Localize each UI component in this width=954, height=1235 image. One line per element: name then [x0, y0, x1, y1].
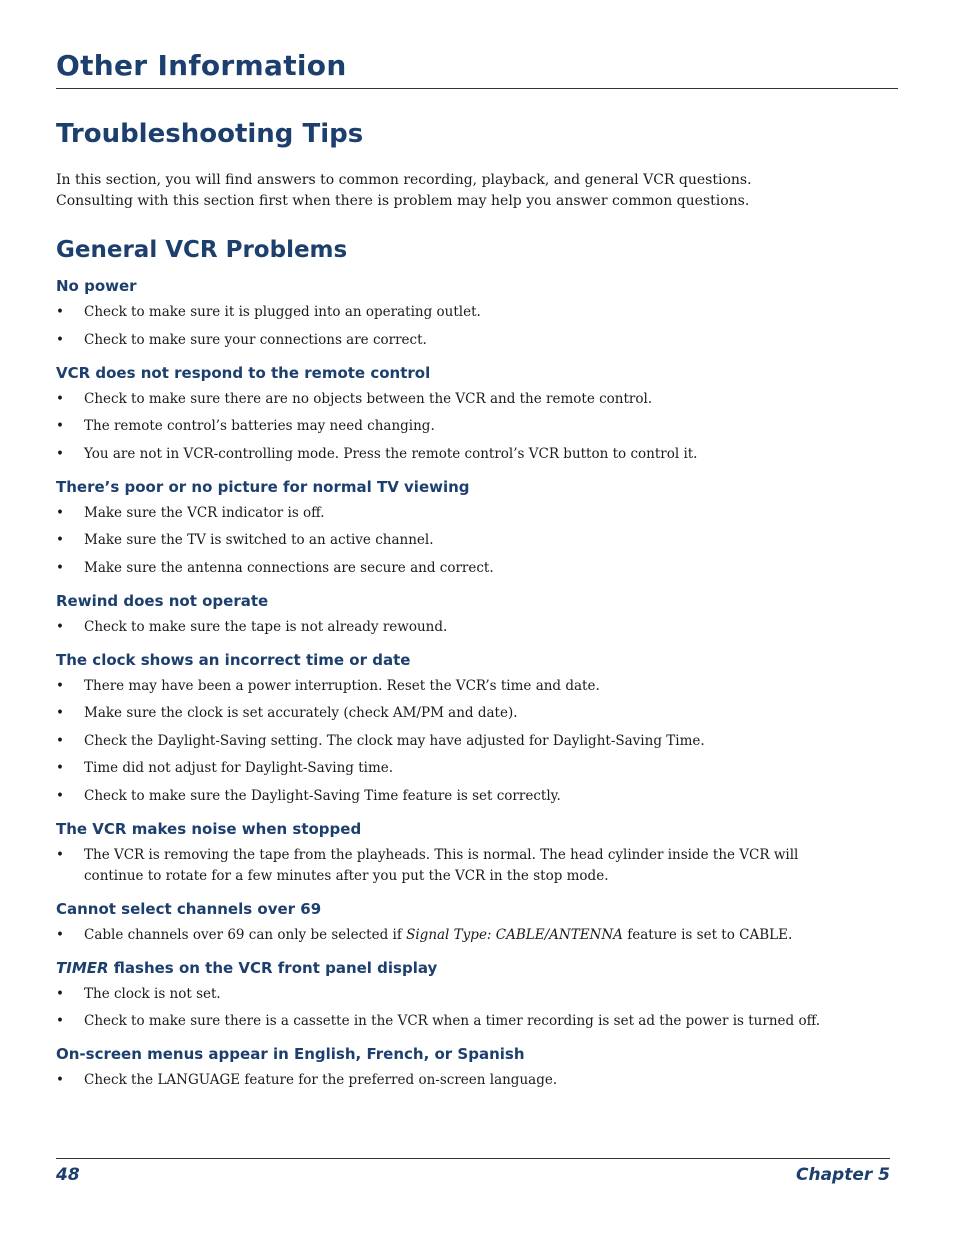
section-title: Other Information [56, 49, 347, 82]
bullet-icon: • [56, 618, 64, 635]
bullet-icon: • [56, 760, 64, 776]
bullet-icon: • [56, 926, 64, 943]
chapter-label: Chapter 5 [795, 1165, 890, 1185]
list-item [56, 731, 824, 752]
problem-title-text: On-screen menus appear in English, French, or Spanish [56, 1045, 525, 1063]
section-header [56, 49, 898, 89]
bullet-icon: • [56, 705, 64, 721]
bullet-icon: • [56, 1072, 64, 1088]
bullet-icon: • [56, 532, 64, 548]
list-item-text: Check to make sure there is a cassette in the VCR when a timer recording is set ad the power is turned off. [84, 1013, 820, 1029]
problem-title-text: There’s poor or no picture for normal TV viewing [56, 477, 470, 496]
list-item [56, 617, 824, 638]
problem-section [56, 899, 816, 946]
list-item-text: Check to make sure there are no objects between the VCR and the remote control. [84, 390, 653, 407]
bullet-icon: • [56, 331, 64, 348]
list-item-text: Check to make sure it is plugged into an operating outlet. [84, 304, 481, 320]
problem-title [56, 958, 816, 978]
list-item [56, 676, 824, 697]
main-content [56, 112, 820, 1098]
list-item [56, 416, 824, 437]
bullet-icon: • [56, 390, 64, 407]
bullet-icon: • [56, 677, 64, 694]
bullet-icon: • [56, 985, 64, 1002]
problem-title [56, 819, 816, 839]
problem-section [56, 650, 816, 807]
list-item-text: You are not in VCR-controlling mode. Press the remote control’s VCR button to control it. [84, 445, 698, 462]
bullet-icon: • [56, 559, 64, 576]
intro-paragraph: In this section, you will find answers to common recording, playback, and general VCR questions. Consulting with this section first when there is problem may help you answer common questions. [56, 172, 752, 209]
problem-title-text: The VCR makes noise when stopped [56, 819, 362, 838]
list-item-text: The remote control’s batteries may need changing. [84, 418, 435, 434]
bullet-list [56, 1070, 816, 1091]
list-item [56, 984, 824, 1005]
bullet-list [56, 925, 816, 946]
list-item-text: Make sure the antenna connections are secure and correct. [84, 559, 494, 576]
list-item-text: Check the LANGUAGE feature for the preferred on-screen language. [84, 1072, 558, 1088]
list-item-text: Check to make sure the tape is not already rewound. [84, 618, 448, 635]
problem-title-text: VCR does not respond to the remote control [56, 363, 431, 382]
problem-title-text: No power [56, 277, 137, 295]
bullet-icon: • [56, 732, 64, 749]
list-item-text: There may have been a power interruption. Reset the VCR’s time and date. [84, 677, 600, 694]
bullet-list [56, 984, 820, 1033]
list-item-text: Time did not adjust for Daylight-Saving time. [84, 760, 394, 776]
bullet-icon: • [56, 787, 64, 804]
problem-section [56, 363, 816, 465]
page-title: Troubleshooting Tips [56, 119, 364, 149]
problem-section [56, 958, 820, 1033]
list-item [56, 758, 824, 779]
list-item-text: feature is set to CABLE. [622, 926, 793, 943]
problem-title [56, 363, 816, 383]
list-item [56, 503, 824, 524]
problem-section [56, 591, 816, 638]
list-item-text: Check the Daylight-Saving setting. The clock may have adjusted for Daylight-Saving Time. [84, 732, 705, 749]
bullet-list [56, 676, 816, 807]
bullet-icon: • [56, 1013, 64, 1029]
list-item [56, 302, 824, 323]
list-item-text: The VCR is removing the tape from the playheads. This is normal. The head cylinder inside the VCR will continue to rotate for a few minutes after you put the VCR in the stop mode. [84, 846, 799, 884]
problem-title [56, 477, 816, 497]
list-item [56, 558, 824, 579]
list-item [56, 389, 824, 410]
problem-title-text: Rewind does not operate [56, 591, 269, 610]
problem-title-text: flashes on the VCR front panel display [108, 958, 438, 977]
problem-title-emphasis: TIMER [56, 958, 109, 977]
bullet-icon: • [56, 418, 64, 434]
problem-title [56, 1044, 816, 1064]
problem-section [56, 477, 816, 579]
problem-title [56, 650, 816, 670]
list-item [56, 444, 824, 465]
list-item-text: Check to make sure the Daylight-Saving Time feature is set correctly. [84, 787, 561, 804]
bullet-icon: • [56, 504, 64, 521]
list-item-text: Cable channels over 69 can only be selected if [84, 926, 407, 943]
list-item [56, 530, 824, 551]
list-item [56, 1011, 824, 1032]
problem-list [56, 276, 820, 1091]
list-item-text: The clock is not set. [84, 985, 221, 1002]
bullet-list [56, 503, 816, 579]
bullet-icon: • [56, 846, 64, 863]
problem-title [56, 591, 816, 611]
problem-title [56, 276, 816, 296]
page-footer [56, 1158, 890, 1185]
list-item-text: Make sure the TV is switched to an active channel. [84, 532, 434, 548]
problem-title-text: The clock shows an incorrect time or date [56, 650, 411, 669]
list-item-text: Make sure the clock is set accurately (check AM/PM and date). [84, 705, 518, 721]
list-item-text: Make sure the VCR indicator is off. [84, 504, 325, 521]
bullet-list [56, 302, 816, 351]
problem-section [56, 1044, 816, 1091]
page-number: 48 [56, 1165, 80, 1185]
bullet-icon: • [56, 445, 64, 462]
list-item [56, 786, 824, 807]
problem-section [56, 276, 816, 351]
bullet-icon: • [56, 304, 64, 320]
bullet-list [56, 845, 816, 887]
problem-section [56, 819, 816, 887]
problem-title-text: Cannot select channels over 69 [56, 899, 322, 918]
list-item [56, 703, 824, 724]
bullet-list [56, 617, 816, 638]
list-item [56, 925, 824, 946]
list-item-text: Check to make sure your connections are correct. [84, 331, 427, 348]
bullet-list [56, 389, 816, 465]
problem-title [56, 899, 816, 919]
list-item [56, 845, 824, 887]
list-item [56, 1070, 824, 1091]
subsection-title: General VCR Problems [56, 237, 348, 263]
list-item [56, 330, 824, 351]
list-item-emphasis: Signal Type: CABLE/ANTENNA [406, 926, 623, 943]
